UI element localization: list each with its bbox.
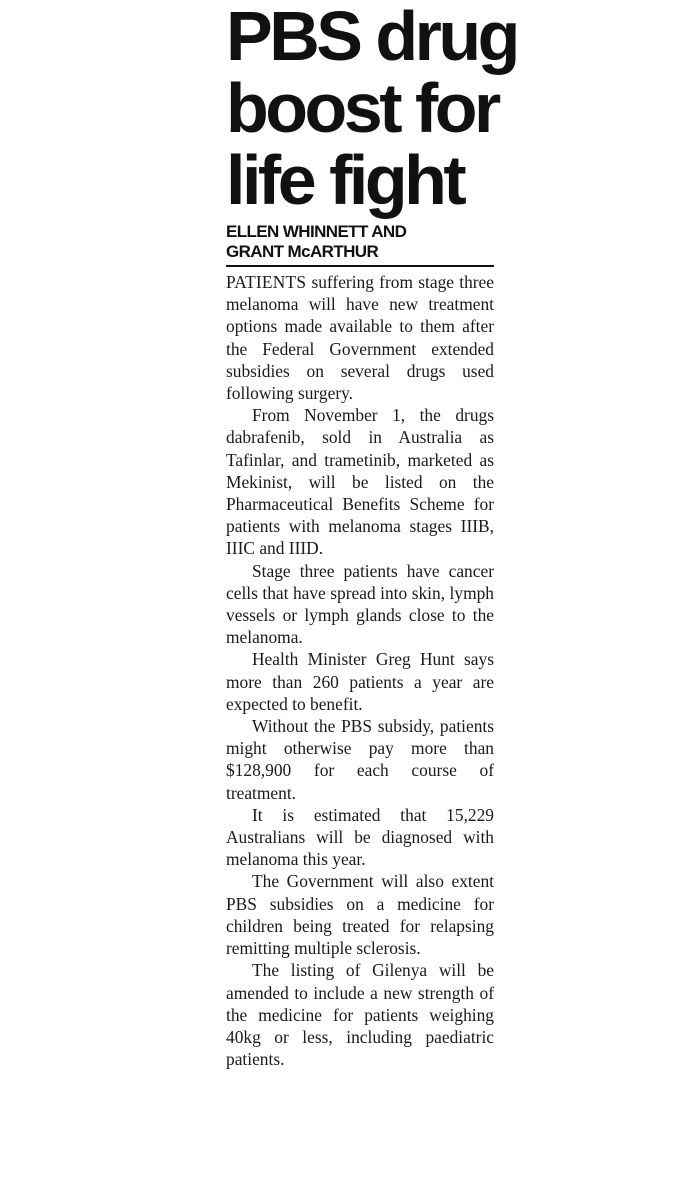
body-paragraph-7: The Government will also extent PBS subsidies on a medicine for children being treated for relapsing remitting multiple sclerosis. (226, 871, 494, 959)
byline-divider (226, 265, 494, 267)
article-body (226, 271, 494, 1070)
body-paragraph-8: The listing of Gilenya will be amended to include a new strength of the medicine for patients weighing 40kg or less, including paediatric patients. (226, 960, 494, 1070)
headline-line-3: life fight (226, 141, 464, 219)
body-paragraph-5: Without the PBS subsidy, patients might otherwise pay more than $128,900 for each course of treatment. (226, 716, 494, 803)
byline-line-2: GRANT McARTHUR (226, 242, 379, 261)
body-paragraph-1-text: suffering from stage three melanoma will have new treatment options made available to them after the Federal Government extended subsidies on several drugs used following surgery. (226, 272, 494, 404)
byline-line-1: ELLEN WHINNETT AND (226, 222, 407, 241)
body-paragraph-3: Stage three patients have cancer cells that have spread into skin, lymph vessels or lymph glands close to the melanoma. (226, 560, 494, 648)
byline (226, 222, 494, 262)
news-article (226, 0, 517, 1070)
headline-line-1: PBS drug (226, 0, 517, 75)
headline (226, 0, 517, 219)
headline-line-2: boost for (226, 69, 498, 147)
body-paragraph-4: Health Minister Greg Hunt says more than 260 patients a year are expected to benefit. (226, 649, 494, 714)
body-paragraph-6: It is estimated that 15,229 Australians will be diagnosed with melanoma this year. (226, 804, 494, 870)
lead-word: PATIENTS (226, 272, 307, 292)
body-paragraph-2: From November 1, the drugs dabrafenib, sold in Australia as Tafinlar, and trametinib, marketed as Mekinist, will be listed on the Pharmaceutical Benefits Scheme for patients with melanoma stages IIIB, IIIC and IIID. (226, 405, 494, 559)
body-paragraph-1 (226, 271, 494, 404)
